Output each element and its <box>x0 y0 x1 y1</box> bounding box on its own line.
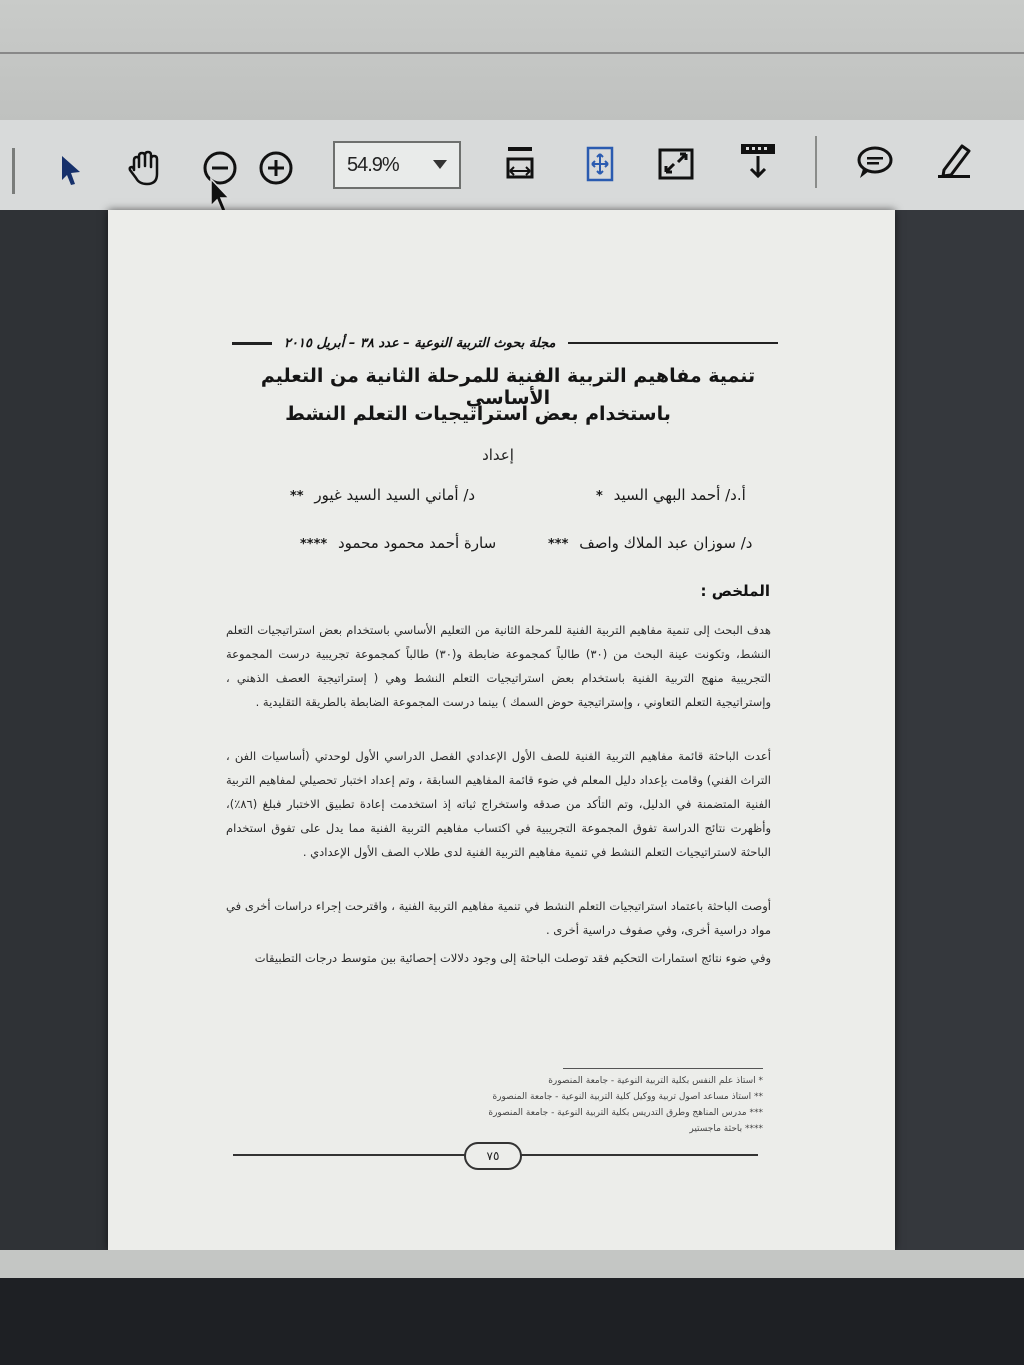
footnote-1: * أستاذ علم النفس بكلية التربية النوعية - جامعة المنصورة <box>548 1076 763 1086</box>
author-name: د/ أماني السيد السيد غيور <box>314 486 476 504</box>
horizontal-scrollbar[interactable] <box>0 1250 1024 1278</box>
author-mark: * <box>596 489 603 504</box>
journal-header-text: مجلة بحوث التربية النوعية – عدد ٣٨ – أبريل ٢٠١٥ <box>284 335 556 351</box>
journal-header-rule-left <box>232 342 272 345</box>
zoom-in-icon[interactable] <box>254 146 298 190</box>
journal-header-rule-right <box>568 342 778 344</box>
author-name: د/ سوزان عبد الملاك واصف <box>579 534 753 552</box>
author-mark: **** <box>300 537 328 552</box>
abstract-paragraph-1: هدف البحث إلى تنمية مفاهيم التربية الفنية للمرحلة الثانية من التعليم الأساسي باستخدام بعض استراتيجيات التعلم النشط، وتكونت عينة البحث من (٣٠) طالباً كمجموعة ضابطة و(٣٠) طالباً كمجموعة تجريبية درست المجموعة التجريبية منهج التربية الفنية باستخدام بعض استراتيجيات التعلم النشط وهي ( إستراتيجية العصف الذهني ، وإستراتيجية التعلم التعاوني ، وإستراتيجية حوض السمك ) بينما درست المجموعة الضابطة بالطريقة التقليدية . <box>226 623 772 709</box>
toolbar-edge <box>12 148 15 194</box>
chevron-down-icon[interactable] <box>433 160 447 169</box>
author-4 <box>300 534 496 552</box>
viewer-left-margin <box>0 210 108 1250</box>
author-2 <box>290 486 475 504</box>
author-3 <box>548 534 753 552</box>
author-mark: ** <box>290 489 304 504</box>
footnote-3: *** مدرس المناهج وطرق التدريس بكلية التربية النوعية - جامعة المنصورة <box>488 1108 763 1118</box>
zoom-level-select[interactable] <box>333 141 461 189</box>
paper-title-line-1: تنمية مفاهيم التربية الفنية للمرحلة الثانية من التعليم الأساسي <box>260 365 756 409</box>
footnote-4: **** باحثة ماجستير <box>689 1124 763 1134</box>
author-1 <box>596 486 746 504</box>
author-name: سارة أحمد محمود محمود <box>337 534 497 552</box>
journal-header <box>218 332 778 354</box>
viewer-right-margin <box>895 210 1024 1250</box>
toolbar-separator <box>815 136 817 188</box>
pointer-arrow-icon[interactable] <box>48 148 92 192</box>
author-name: أ.د/ أحمد البهي السيد <box>613 486 746 504</box>
fit-page-icon[interactable] <box>498 142 542 186</box>
scroll-mode-icon[interactable] <box>736 138 780 182</box>
window-top-area <box>0 0 1024 121</box>
rotate-page-icon[interactable] <box>578 142 622 186</box>
paper-title-line-2: باستخدام بعض استراتيجيات التعلم النشط <box>285 403 671 425</box>
abstract-heading: الملخص : <box>700 582 770 600</box>
top-divider <box>0 52 1024 54</box>
comment-icon[interactable] <box>852 140 896 184</box>
footnote-2: ** أستاذ مساعد أصول تربية ووكيل كلية التربية النوعية - جامعة المنصورة <box>492 1092 763 1102</box>
pdf-page <box>108 210 895 1250</box>
author-mark: *** <box>548 537 569 552</box>
abstract-paragraph-3: أوصت الباحثة باعتماد استراتيجيات التعلم النشط في تنمية مفاهيم التربية الفنية ، واقترحت إجراء دراسات أخرى في مواد دراسية أخرى، وفي صفوف دراسية أخرى . <box>226 899 771 937</box>
abstract-paragraph-4: وفي ضوء نتائج استمارات التحكيم فقد توصلت الباحثة إلى وجود دلالات إحصائية بين متوسط درجات التطبيقات <box>254 951 771 965</box>
highlighter-pen-icon[interactable] <box>932 138 976 182</box>
full-screen-icon[interactable] <box>654 142 698 186</box>
hand-pan-icon[interactable] <box>122 146 166 190</box>
footnote-separator <box>563 1068 763 1069</box>
page-number: ٧٥ <box>464 1142 522 1170</box>
abstract-paragraph-2: أعدت الباحثة قائمة مفاهيم التربية الفنية للصف الأول الإعدادي الفصل الدراسي الأول لوحدتي (أساسيات الفن ، التراث الفني) وقامت بإعداد دليل المعلم في ضوء قائمة المفاهيم السابقة ، وتم إعداد اختبار تحصيلي لمفاهيم التربية الفنية المتضمنة في الدليل، وتم التأكد من صدقه واستخراج ثباته إذ استخدمت إعادة تطبيق الاختبار فبلغ (٨٦٪)، وأظهرت نتائج الدراسة تفوق المجموعة التجريبية في اكتساب مفاهيم التربية الفنية مما يدل على تفوق استخدام الباحثة لاستراتيجيات التعلم النشط في تنمية مفاهيم التربية الفنية لدى طلاب الصف الأول الإعدادي . <box>226 749 771 859</box>
prepared-by-label: إعداد <box>482 446 514 464</box>
zoom-level-value: 54.9% <box>347 153 399 176</box>
